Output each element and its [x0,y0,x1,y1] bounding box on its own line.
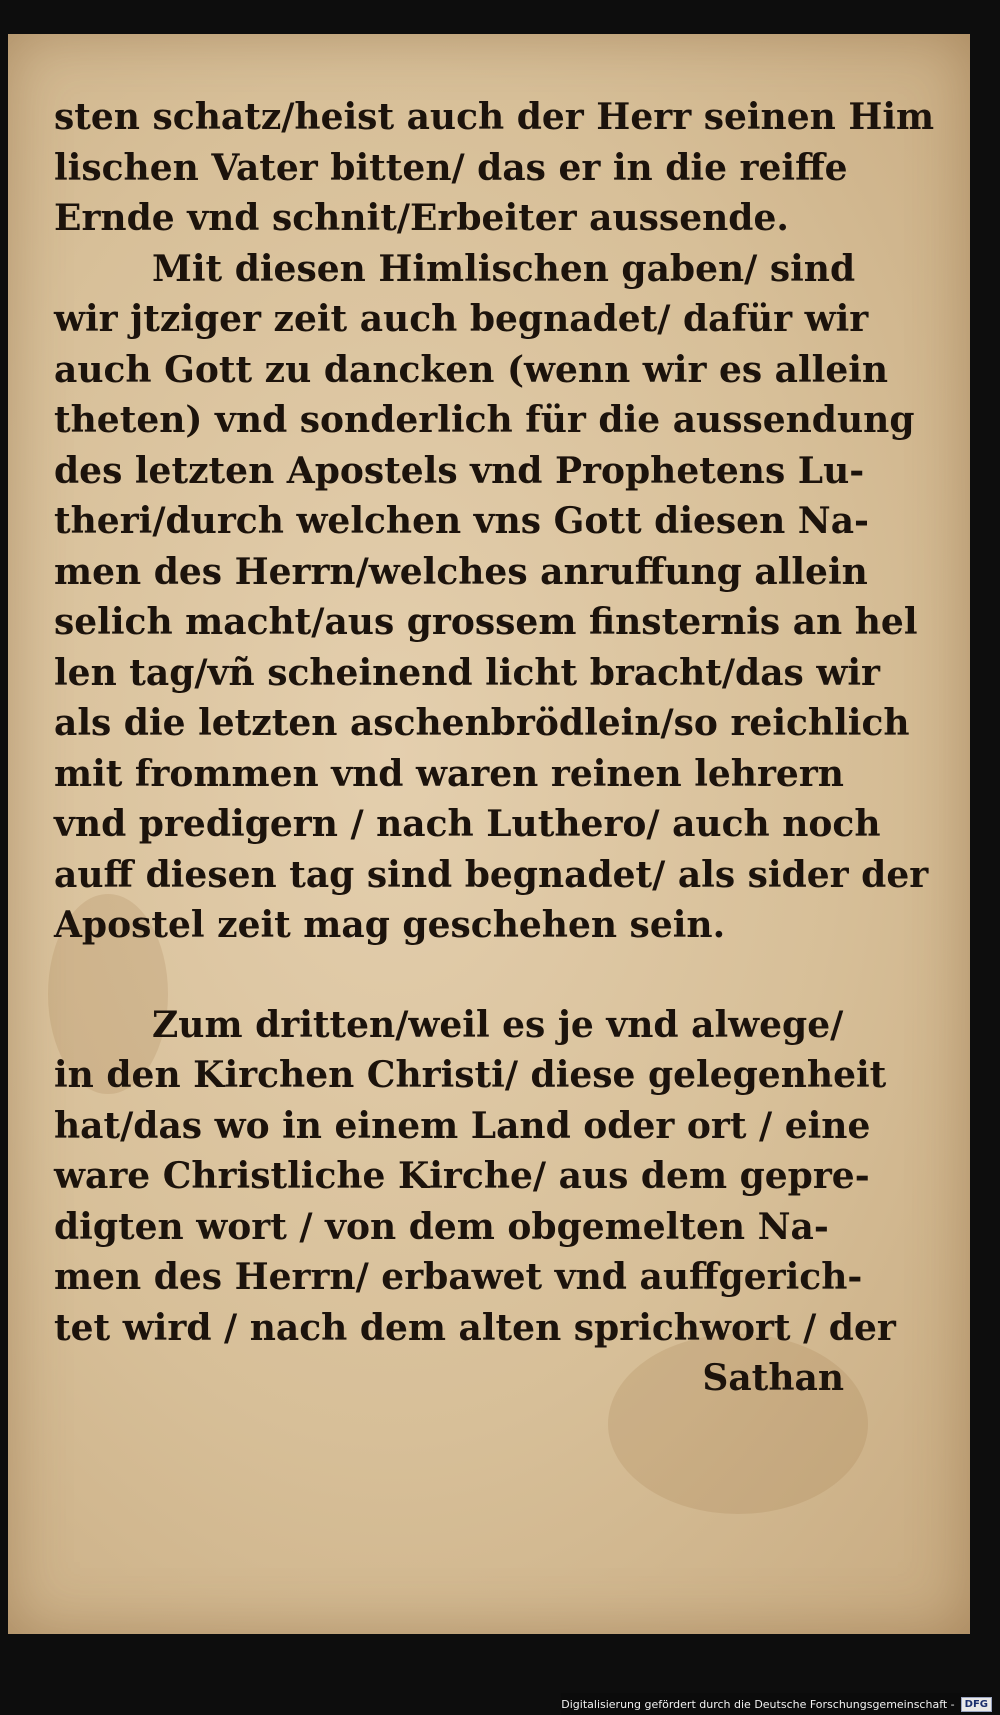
paragraph-1 [54,92,935,244]
paragraph-gap [54,951,854,1000]
text-line: men des Herrn/welches anruffung allein [54,550,868,593]
paragraph-3 [54,1000,896,1354]
digitization-credit [561,1693,992,1715]
text-line: Mit diesen Himlischen gaben/ sind [152,247,856,290]
text-line: auff diesen tag sind begnadet/ als sider der [54,853,929,896]
text-line: wir jtziger zeit auch begnadet/ dafür wir [54,298,869,340]
text-line: lischen Vater bitten/ das er in die reiffe [54,146,848,189]
body-text [54,92,935,1404]
paragraph-2 [54,244,929,951]
text-line: Zum dritten/weil es je vnd alwege/ [152,1003,844,1046]
text-line: selich macht/aus grossem finsternis an hel [54,601,918,643]
dfg-logo: DFG [961,1697,992,1712]
text-line: hat/das wo in einem Land oder ort / eine [54,1104,871,1147]
text-line: Apostel zeit mag geschehen sein. [54,904,726,946]
text-line: digten wort / von dem obgemelten Na- [54,1205,829,1248]
text-line: Ernde vnd schnit/Erbeiter aussende. [54,197,789,239]
text-line: als die letzten aschenbrödlein/so reichlich [54,702,910,744]
text-line: theten) vnd sonderlich für die aussendung [54,399,915,441]
catchword: Sathan [702,1357,844,1399]
text-line: mit frommen vnd waren reinen lehrern [54,752,844,795]
text-line: ware Christliche Kirche/ aus dem gepre- [54,1155,870,1197]
text-line: len tag/vñ scheinend licht bracht/das wir [54,651,880,694]
text-line: vnd predigern / nach Luthero/ auch noch [54,803,881,845]
text-line: in den Kirchen Christi/ diese gelegenheit [54,1054,887,1096]
text-line: des letzten Apostels vnd Prophetens Lu- [54,449,865,492]
text-line: sten schatz/heist auch der Herr seinen Him [54,96,935,138]
text-line: tet wird / nach dem alten sprichwort / der [54,1306,896,1349]
text-line: theri/durch welchen vns Gott diesen Na- [54,500,869,542]
text-line: men des Herrn/ erbawet vnd auffgerich- [54,1256,863,1298]
book-page [8,34,970,1634]
text-line: auch Gott zu dancken (wenn wir es allein [54,348,889,391]
credit-text: Digitalisierung gefördert durch die Deutsche Forschungsgemeinschaft - [561,1697,955,1711]
